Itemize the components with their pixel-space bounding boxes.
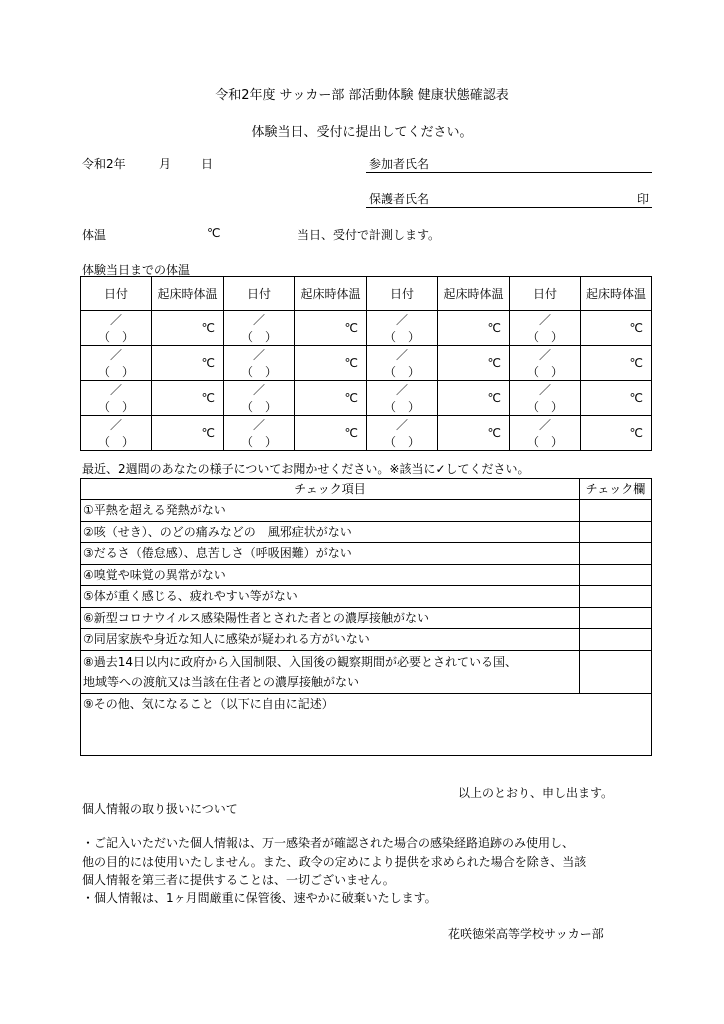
privacy-line: ・個人情報は、1ヶ月間厳重に保管後、速やかに破棄いたします。 (82, 891, 437, 905)
temperature-note: 当日、受付で計測します。 (297, 228, 441, 242)
weekday-paren: （ ） (97, 365, 134, 379)
col-date: 日付 (510, 277, 581, 311)
submission-instruction: 体験当日、受付に提出してください。 (251, 125, 473, 140)
weekday-paren: （ ） (97, 400, 134, 414)
check-table-header (81, 479, 652, 500)
temperature-label: 体温 (82, 228, 107, 242)
guardian-name-label: 保護者氏名 (369, 192, 430, 206)
temp-table-header (81, 277, 652, 311)
check-cell[interactable] (580, 521, 652, 543)
date-cell[interactable] (81, 416, 152, 451)
weekday-paren: （ ） (240, 435, 277, 449)
date-cell[interactable] (224, 381, 295, 416)
date-cell[interactable] (224, 416, 295, 451)
check-row (81, 521, 652, 543)
weekday-paren: （ ） (526, 435, 563, 449)
temperature-cell-unit: ℃ (201, 321, 215, 335)
privacy-line: 個人情報を第三者に提供することは、一切ございません。 (82, 873, 395, 887)
day-label: 日 (201, 157, 214, 171)
date-slash: ／ (395, 418, 408, 432)
era-year-label: 令和2年 (82, 157, 126, 171)
temperature-cell[interactable] (438, 416, 510, 451)
date-cell[interactable] (510, 311, 581, 346)
check-item-label: ④嗅覚や味覚の異常がない (81, 564, 580, 586)
guardian-name-field[interactable] (366, 207, 652, 208)
check-row (81, 586, 652, 608)
temperature-cell[interactable] (152, 381, 224, 416)
free-text-row (81, 693, 652, 755)
free-text-label: ⑨その他、気になること（以下に自由に記述） (83, 696, 334, 711)
col-wake-temp: 起床時体温 (152, 277, 224, 311)
col-date: 日付 (224, 277, 295, 311)
page-title: 令和2年度 サッカー部 部活動体験 健康状態確認表 (215, 88, 509, 103)
month-label: 月 (159, 157, 172, 171)
date-cell[interactable] (224, 346, 295, 381)
date-cell[interactable] (510, 346, 581, 381)
date-cell[interactable] (367, 346, 438, 381)
seal-mark: 印 (637, 192, 650, 206)
temperature-table (80, 276, 652, 451)
col-wake-temp: 起床時体温 (581, 277, 652, 311)
temperature-cell-unit: ℃ (344, 356, 358, 370)
temperature-cell[interactable] (581, 381, 652, 416)
check-item-label: ②咳（せき）、のどの痛みなどの 風邪症状がない (81, 521, 580, 543)
date-cell[interactable] (81, 381, 152, 416)
temperature-cell[interactable] (295, 381, 367, 416)
weekday-paren: （ ） (526, 400, 563, 414)
weekday-paren: （ ） (97, 435, 134, 449)
date-slash: ／ (538, 418, 551, 432)
date-slash: ／ (109, 313, 122, 327)
temperature-cell[interactable] (581, 416, 652, 451)
col-date: 日付 (81, 277, 152, 311)
participant-name-field[interactable] (366, 172, 652, 173)
date-slash: ／ (395, 348, 408, 362)
temperature-cell-unit: ℃ (201, 426, 215, 440)
date-cell[interactable] (367, 381, 438, 416)
weekday-paren: （ ） (240, 330, 277, 344)
temperature-cell-unit: ℃ (629, 426, 643, 440)
check-item-label: ⑥新型コロナウイルス感染陽性者とされた者との濃厚接触がない (81, 607, 580, 629)
check-cell[interactable] (580, 543, 652, 565)
date-slash: ／ (395, 383, 408, 397)
check-item-label: ③だるさ（倦怠感）、息苦しさ（呼吸困難）がない (81, 543, 580, 565)
weekday-paren: （ ） (240, 365, 277, 379)
temperature-cell[interactable] (152, 346, 224, 381)
col-wake-temp: 起床時体温 (295, 277, 367, 311)
date-cell[interactable] (510, 381, 581, 416)
weekday-paren: （ ） (526, 330, 563, 344)
date-cell[interactable] (367, 416, 438, 451)
date-slash: ／ (538, 348, 551, 362)
temperature-cell[interactable] (438, 381, 510, 416)
col-date: 日付 (367, 277, 438, 311)
temperature-cell[interactable] (438, 346, 510, 381)
date-cell[interactable] (81, 311, 152, 346)
date-slash: ／ (252, 348, 265, 362)
check-item-8-line1: ⑧過去14日以内に政府から入国制限、入国後の観察期間が必要とされている国、 (83, 654, 518, 669)
temperature-cell-unit: ℃ (629, 356, 643, 370)
table-row (81, 346, 652, 381)
check-cell[interactable] (580, 607, 652, 629)
col-check-box: チェック欄 (580, 479, 652, 500)
check-row (81, 650, 652, 693)
check-cell[interactable] (580, 629, 652, 651)
check-intro: 最近、2週間のあなたの様子についてお聞かせください。※該当に✓してください。 (82, 462, 530, 476)
temperature-cell[interactable] (295, 346, 367, 381)
temperature-cell-unit: ℃ (344, 321, 358, 335)
table-row (81, 381, 652, 416)
date-slash: ／ (109, 418, 122, 432)
check-row (81, 607, 652, 629)
temperature-cell[interactable] (581, 311, 652, 346)
privacy-line: 他の目的には使用いたしません。また、政令の定めにより提供を求められた場合を除き、当該 (82, 855, 587, 869)
check-row (81, 500, 652, 522)
date-slash: ／ (538, 383, 551, 397)
date-cell[interactable] (367, 311, 438, 346)
privacy-title: 個人情報の取り扱いについて (82, 802, 238, 816)
col-check-item: チェック項目 (81, 479, 580, 500)
check-item-label: ①平熱を超える発熱がない (81, 500, 580, 522)
organization-signature: 花咲徳栄高等学校サッカー部 (448, 927, 604, 941)
temperature-cell-unit: ℃ (201, 356, 215, 370)
check-cell[interactable] (580, 500, 652, 522)
temperature-cell[interactable] (438, 311, 510, 346)
col-wake-temp: 起床時体温 (438, 277, 510, 311)
temperature-cell[interactable] (152, 311, 224, 346)
weekday-paren: （ ） (526, 365, 563, 379)
temperature-cell-unit: ℃ (344, 391, 358, 405)
temperature-cell[interactable] (581, 346, 652, 381)
check-item-label (81, 650, 580, 693)
temperature-cell-unit: ℃ (487, 356, 501, 370)
table-row (81, 416, 652, 451)
weekday-paren: （ ） (240, 400, 277, 414)
check-row (81, 629, 652, 651)
temp-table-caption: 体験当日までの体温 (82, 263, 191, 277)
date-slash: ／ (395, 313, 408, 327)
check-cell[interactable] (580, 650, 652, 693)
privacy-line: ・ご記入いただいた個人情報は、万一感染者が確認された場合の感染経路追跡のみ使用し、 (82, 836, 575, 850)
date-cell[interactable] (81, 346, 152, 381)
temperature-cell-unit: ℃ (487, 321, 501, 335)
temperature-unit: ℃ (207, 226, 221, 240)
date-slash: ／ (252, 313, 265, 327)
temperature-cell-unit: ℃ (344, 426, 358, 440)
date-slash: ／ (538, 313, 551, 327)
date-slash: ／ (109, 383, 122, 397)
date-cell[interactable] (224, 311, 295, 346)
check-cell[interactable] (580, 564, 652, 586)
temperature-cell-unit: ℃ (487, 391, 501, 405)
temperature-cell-unit: ℃ (201, 391, 215, 405)
date-slash: ／ (109, 348, 122, 362)
free-text-area[interactable] (81, 693, 652, 755)
check-cell[interactable] (580, 586, 652, 608)
temperature-cell-unit: ℃ (629, 321, 643, 335)
weekday-paren: （ ） (97, 330, 134, 344)
temperature-cell-unit: ℃ (629, 391, 643, 405)
weekday-paren: （ ） (383, 400, 420, 414)
weekday-paren: （ ） (383, 435, 420, 449)
weekday-paren: （ ） (383, 365, 420, 379)
closing-statement: 以上のとおり、申し出ます。 (458, 786, 614, 800)
check-row (81, 543, 652, 565)
check-item-8-line2: 地域等への渡航又は当該在住者との濃厚接触がない (83, 674, 360, 689)
temperature-cell[interactable] (295, 311, 367, 346)
date-slash: ／ (252, 383, 265, 397)
weekday-paren: （ ） (383, 330, 420, 344)
check-row (81, 564, 652, 586)
temperature-cell[interactable] (295, 416, 367, 451)
table-row (81, 311, 652, 346)
check-item-label: ⑦同居家族や身近な知人に感染が疑われる方がいない (81, 629, 580, 651)
date-cell[interactable] (510, 416, 581, 451)
health-check-table (80, 478, 652, 756)
date-slash: ／ (252, 418, 265, 432)
temperature-cell[interactable] (152, 416, 224, 451)
check-item-label: ⑤体が重く感じる、疲れやすい等がない (81, 586, 580, 608)
temperature-cell-unit: ℃ (487, 426, 501, 440)
participant-name-label: 参加者氏名 (369, 157, 430, 171)
